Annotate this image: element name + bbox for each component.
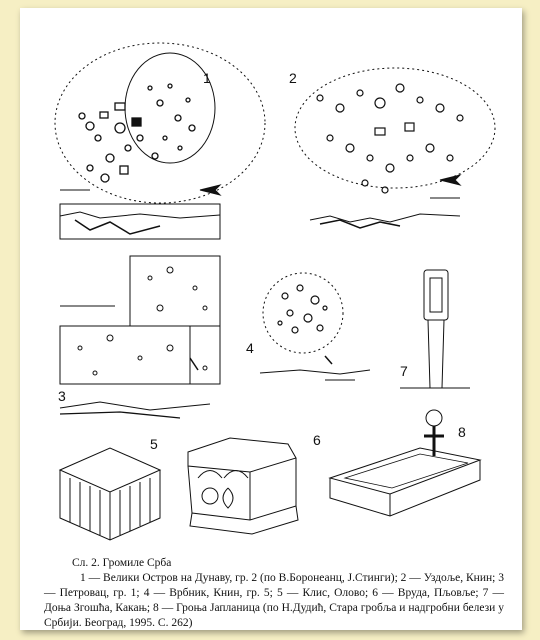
figure-number-6: 6 <box>313 432 321 448</box>
drawing-6-chest <box>188 438 298 534</box>
figure-number-2: 2 <box>289 70 297 86</box>
figure-number-7: 7 <box>400 363 408 379</box>
drawing-1-plan <box>55 43 265 239</box>
figure-number-5: 5 <box>150 436 158 452</box>
figure-number-1: 1 <box>203 70 211 86</box>
drawing-5-tomb <box>60 448 160 540</box>
drawing-4-plan <box>260 273 370 380</box>
drawing-2-plan <box>295 68 495 228</box>
figure-sheet <box>20 8 522 630</box>
caption-title: Сл. 2. Громиле Срба <box>72 557 172 569</box>
figure-number-8: 8 <box>458 424 466 440</box>
archaeological-drawings <box>20 8 522 548</box>
figure-number-3: 3 <box>58 388 66 404</box>
drawing-3-plan <box>60 256 220 418</box>
drawing-7-stele <box>400 270 470 388</box>
figure-number-4: 4 <box>246 340 254 356</box>
figure-caption <box>44 556 504 631</box>
caption-body: 1 — Велики Остров на Дунаву, гр. 2 (по В.Боронеанц, J.Стинги); 2 — Уздоље, Книн; 3 — Петровац, гр. 1; 4 — Врбник, Книн, гр. 5; 5 — Клис, Олово; 6 — Вруда, Пљовље; 7 — Доња Згошћа, Какањ; 8 — Гроња Јапланица (по Н.Дудић, Стара гробља и надгробни белези у Србији. Београд, 1995. С. 262) <box>44 572 504 629</box>
